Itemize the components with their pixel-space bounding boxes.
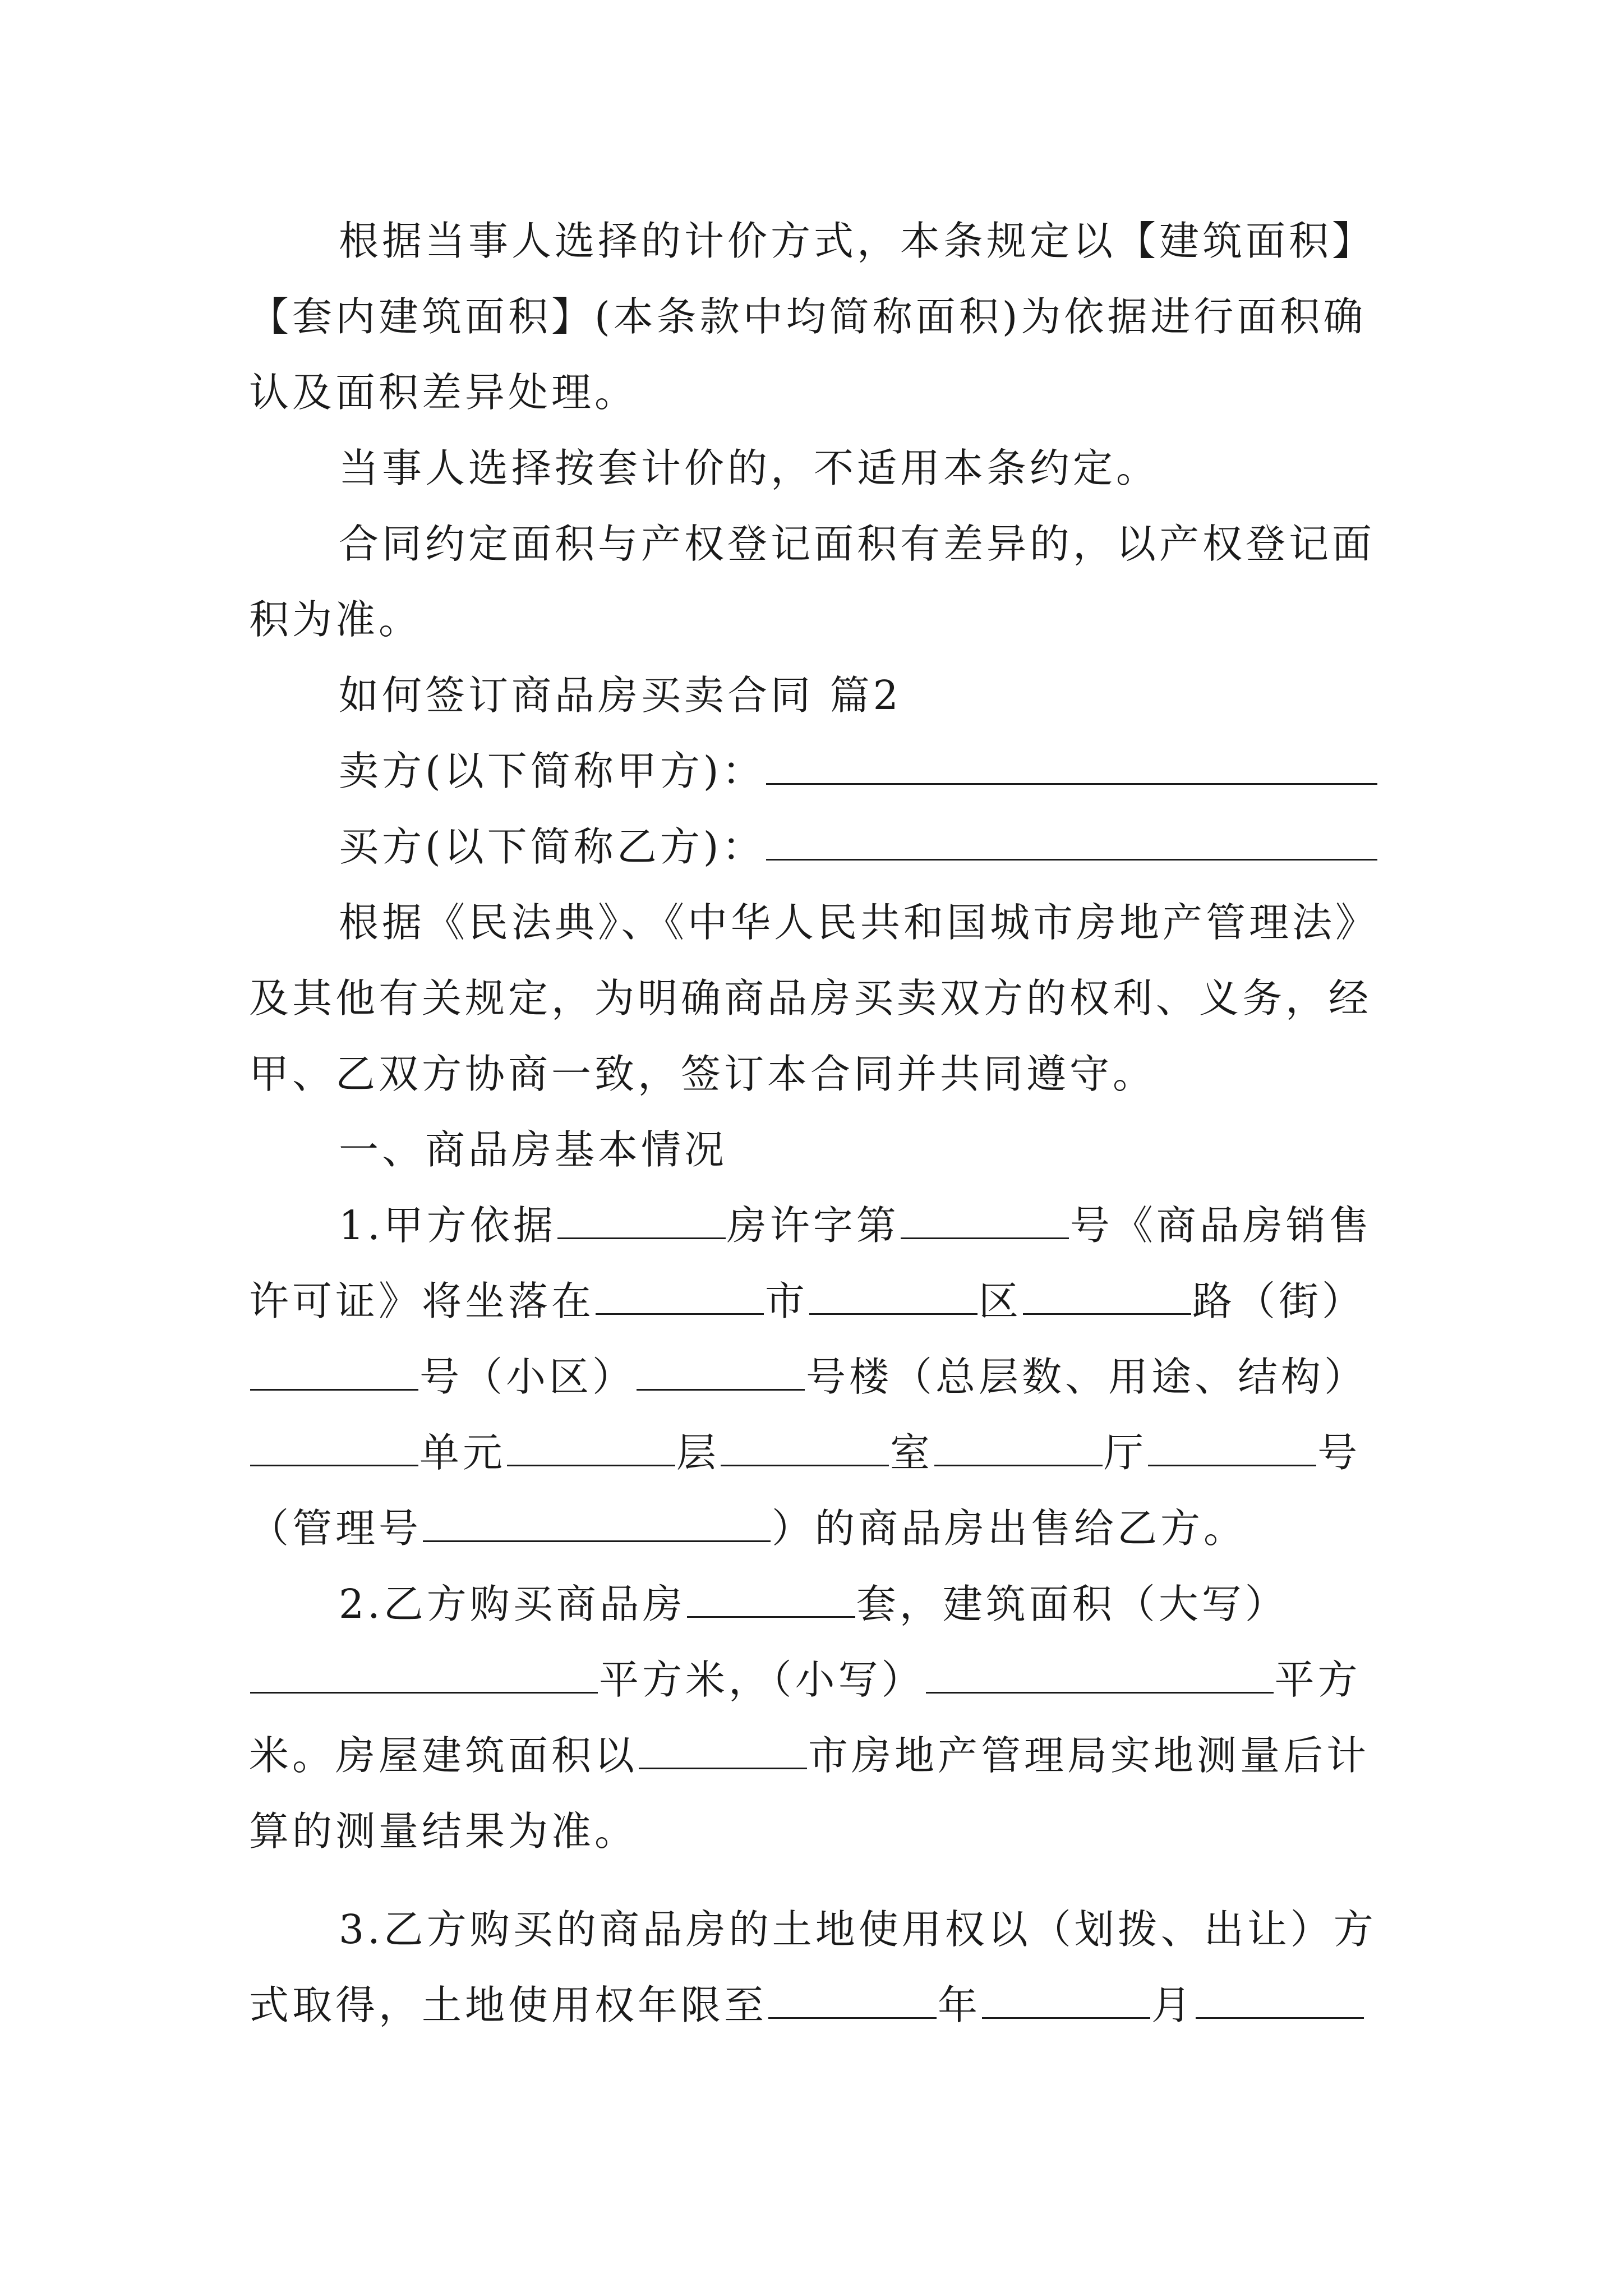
seller-blank[interactable] [766,749,1377,785]
paragraph-line [249,968,1376,1029]
text: 路（街） [1192,1278,1366,1324]
paragraph-line [249,1043,1376,1105]
clause-line [339,1573,1376,1635]
text: 号楼（总层数、用途、结构） [806,1354,1368,1400]
paragraph-line [249,362,1376,424]
fill-blank[interactable] [1148,1431,1316,1466]
clause-line [249,1975,1376,2036]
fill-blank[interactable] [557,1204,726,1239]
fill-blank[interactable] [926,1658,1274,1694]
text: 单元 [419,1429,506,1476]
text: 认及面积差异处理。 [249,369,638,416]
text: 根据《民法典》、《中华人民共和国城市房地产管理法》 [339,899,1379,946]
text: 号《商品房销售 [1069,1202,1372,1249]
text: 积为准。 [249,596,422,643]
text: 一、商品房基本情况 [339,1126,728,1173]
fill-blank[interactable] [901,1204,1069,1239]
text: 如何签订商品房买卖合同 篇2 [339,672,902,719]
text: 套，建筑面积（大写） [856,1581,1288,1627]
paragraph-line [339,892,1379,954]
text: 算的测量结果为准。 [249,1808,638,1855]
fill-blank[interactable] [639,1734,807,1769]
clause-line [249,1271,1376,1332]
fill-blank[interactable] [250,1658,598,1694]
seller-label: 卖方(以下简称甲方)： [339,748,766,794]
clause-line [249,1725,1376,1787]
fill-blank[interactable] [768,1984,937,2019]
text: 月 [1151,1982,1195,2028]
text: 合同约定面积与产权登记面积有差异的，以产权登记面 [339,521,1376,567]
text: 层 [676,1429,720,1476]
text: 2.乙方购买商品房 [339,1581,686,1627]
text: 甲、乙双方协商一致，签订本合同并共同遵守。 [249,1051,1156,1097]
text: 房许字第 [726,1202,900,1249]
text: 区 [979,1278,1022,1324]
clause-line [249,1649,1376,1711]
text: 3.乙方购买的商品房的土地使用权以（划拨、出让）方 [339,1906,1377,1953]
fill-blank[interactable] [1196,1984,1364,2019]
paragraph-line [339,513,1376,575]
fill-blank[interactable] [507,1431,675,1466]
text: 平方米，（小写） [599,1657,925,1703]
fill-blank[interactable] [423,1507,771,1542]
paragraph-line [249,1801,1376,1862]
buyer-line [339,816,1376,878]
fill-blank[interactable] [809,1280,978,1315]
seller-line [339,740,1376,802]
fill-blank[interactable] [637,1355,805,1391]
text: 市 [765,1278,809,1324]
fill-blank[interactable] [934,1431,1103,1466]
text: （管理号 [249,1505,422,1552]
fill-blank[interactable] [687,1582,855,1618]
text: 平方 [1274,1657,1361,1703]
text: 【套内建筑面积】(本条款中均简称面积)为依据进行面积确 [249,293,1367,340]
clause-line [249,1346,1376,1408]
text: 式取得，土地使用权年限至 [249,1982,768,2028]
paragraph-line [249,589,1376,651]
fill-blank[interactable] [596,1280,764,1315]
text: 许可证》将坐落在 [249,1278,595,1324]
paragraph-line [339,210,1376,272]
text: 根据当事人选择的计价方式，本条规定以【建筑面积】 [339,218,1376,264]
clause-line [249,1422,1376,1484]
paragraph-line [339,438,1376,499]
text: 年 [938,1982,981,2028]
text: 号 [1317,1429,1361,1476]
text: 市房地产管理局实地测量后计 [808,1732,1370,1779]
section-title [339,665,1376,726]
fill-blank[interactable] [250,1355,418,1391]
clause-line [339,1899,1376,1961]
text: ）的商品房出售给乙方。 [772,1505,1247,1552]
fill-blank[interactable] [982,1984,1150,2019]
clause-line [249,1498,1376,1559]
contract-page [249,0,1379,2296]
clause-line [339,1195,1376,1257]
text: 1.甲方依据 [339,1202,556,1249]
paragraph-line [249,286,1376,348]
fill-blank[interactable] [1023,1280,1191,1315]
text: 厅 [1104,1429,1147,1476]
text: 米。房屋建筑面积以 [249,1732,638,1779]
text: 室 [890,1429,934,1476]
fill-blank[interactable] [721,1431,889,1466]
buyer-blank[interactable] [766,825,1377,861]
text: 当事人选择按套计价的，不适用本条约定。 [339,445,1160,491]
text: 及其他有关规定，为明确商品房买卖双方的权利、义务，经 [249,975,1372,1022]
buyer-label: 买方(以下简称乙方)： [339,823,766,870]
fill-blank[interactable] [250,1431,418,1466]
section-heading [339,1119,1376,1181]
text: 号（小区） [419,1354,636,1400]
